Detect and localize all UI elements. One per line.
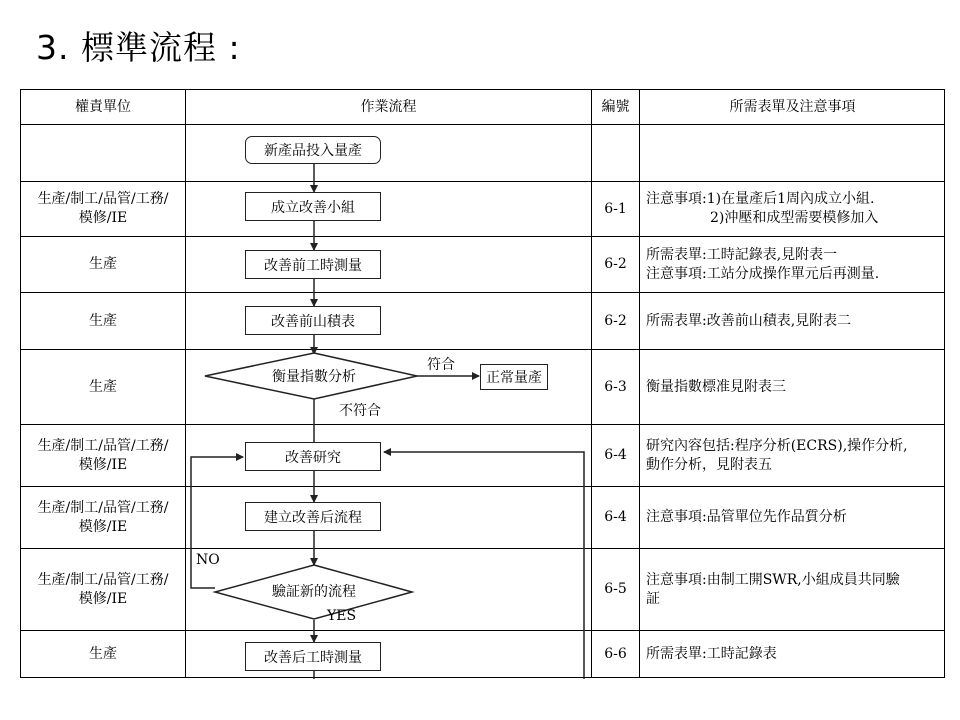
step-code: 6-4 bbox=[604, 509, 627, 525]
flow-step-box: 改善研究 bbox=[245, 442, 381, 471]
header-flow: 作業流程 bbox=[360, 98, 417, 115]
flow-arrow bbox=[384, 452, 584, 679]
flow-start-box: 新產品投入量產 bbox=[245, 136, 381, 164]
role-text: 生產/制工/品管/工務/ bbox=[37, 571, 169, 588]
role-text: 模修/IE bbox=[78, 590, 128, 607]
note-text: 証 bbox=[646, 590, 660, 607]
branch-label-no: NO bbox=[196, 552, 220, 568]
note-text: 動作分析，見附表五 bbox=[646, 456, 772, 473]
note-text: 研究內容包括:程序分析(ECRS),操作分析, bbox=[646, 437, 908, 454]
role-text: 模修/IE bbox=[78, 456, 128, 473]
decision-label: 衡量指數分析 bbox=[272, 369, 356, 385]
page-title: 3. 標準流程 : bbox=[36, 28, 241, 67]
header-notes: 所需表單及注意事項 bbox=[729, 98, 856, 115]
flow-step-box: 建立改善后流程 bbox=[245, 502, 381, 531]
role-text: 生產/制工/品管/工務/ bbox=[37, 437, 169, 454]
flow-end-box: 正常量產 bbox=[480, 364, 548, 390]
flow-arrow bbox=[191, 457, 243, 588]
note-text: 注意事項:1)在量產后1周內成立小組. bbox=[646, 191, 875, 207]
role-text: 生產 bbox=[89, 378, 117, 395]
note-text: 衡量指數標准見附表三 bbox=[646, 378, 786, 395]
note-text: 所需表單:工時記錄表,見附表一 bbox=[646, 246, 838, 263]
role-text: 生產 bbox=[89, 256, 117, 272]
role-text: 生產 bbox=[89, 645, 117, 662]
role-text: 模修/IE bbox=[78, 210, 128, 226]
step-code: 6-5 bbox=[604, 581, 627, 597]
note-text: 注意事項:工站分成操作單元后再測量. bbox=[646, 265, 880, 282]
note-text: 注意事項:品管單位先作品質分析 bbox=[646, 509, 847, 525]
role-text: 生產/制工/品管/工務/ bbox=[37, 191, 169, 207]
note-text: 2)沖壓和成型需要模修加入 bbox=[710, 210, 879, 226]
step-code: 6-4 bbox=[604, 447, 627, 463]
header-role: 權責單位 bbox=[75, 98, 131, 115]
note-text: 注意事項:由制工開SWR,小組成員共同驗 bbox=[646, 571, 900, 588]
flow-step-box: 改善后工時測量 bbox=[245, 642, 381, 671]
role-text: 模修/IE bbox=[78, 518, 128, 535]
role-text: 生產/制工/品管/工務/ bbox=[37, 499, 169, 516]
flow-step-box: 改善前山積表 bbox=[245, 306, 381, 335]
branch-label-yes: YES bbox=[327, 608, 357, 624]
step-code: 6-6 bbox=[604, 645, 627, 662]
flow-step-box: 成立改善小組 bbox=[245, 192, 381, 221]
procedure-table bbox=[20, 89, 945, 678]
decision-label: 驗証新的流程 bbox=[272, 584, 356, 600]
note-text: 所需表單:改善前山積表,見附表二 bbox=[646, 312, 852, 329]
step-code: 6-3 bbox=[604, 378, 627, 395]
note-text: 所需表單:工時記錄表 bbox=[646, 645, 777, 662]
branch-label-no: 不符合 bbox=[339, 403, 381, 419]
step-code: 6-2 bbox=[604, 256, 627, 272]
role-text: 生產 bbox=[89, 312, 117, 329]
flow-step-box: 改善前工時測量 bbox=[245, 250, 381, 279]
branch-label-yes: 符合 bbox=[427, 357, 455, 373]
step-code: 6-2 bbox=[604, 312, 627, 329]
header-code: 編號 bbox=[601, 98, 630, 115]
step-code: 6-1 bbox=[604, 200, 627, 217]
